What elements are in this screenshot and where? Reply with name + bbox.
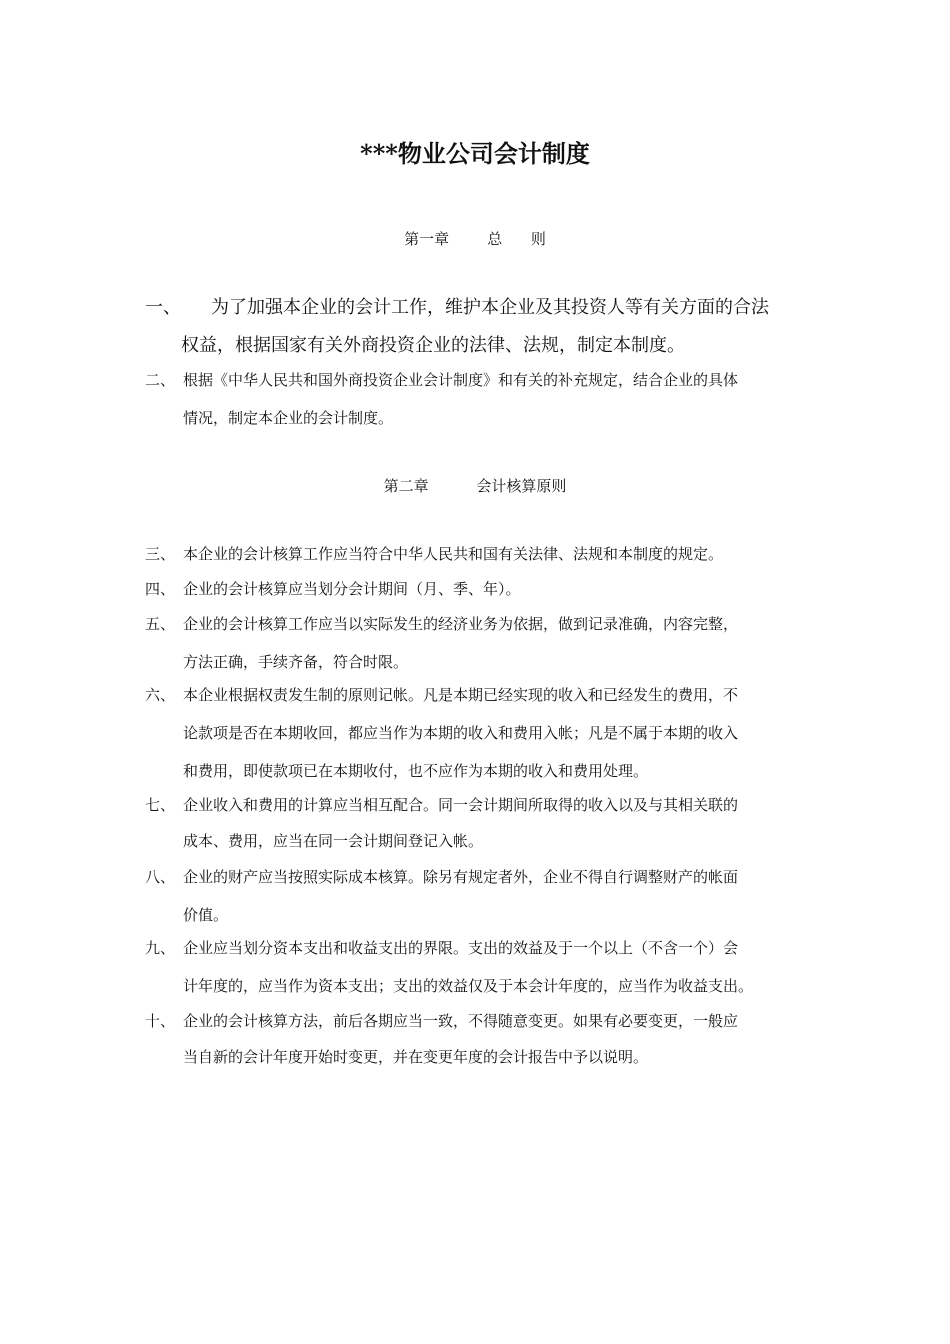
clause-text-line: 企业应当划分资本支出和收益支出的界限。支出的效益及于一个以上（不含一个）会 [183,939,739,957]
clause-number: 一、 [145,297,181,318]
clause-text-line: 当自新的会计年度开始时变更，并在变更年度的会计报告中予以说明。 [183,1048,649,1066]
chapter-heading: 第一章 总 则 [404,230,546,248]
clause-text-line: 情况，制定本企业的会计制度。 [183,409,394,427]
clause-text-line: 本企业的会计核算工作应当符合中华人民共和国有关法律、法规和本制度的规定。 [183,545,724,563]
document-title: ***物业公司会计制度 [360,139,590,168]
clause-text-line: 企业的会计核算应当划分会计期间（月、季、年）。 [183,580,521,598]
clause-text-line: 本企业根据权责发生制的原则记帐。凡是本期已经实现的收入和已经发生的费用，不 [183,686,739,704]
clause-text-line: 企业收入和费用的计算应当相互配合。同一会计期间所取得的收入以及与其相关联的 [183,796,739,814]
clause-text-line: 计年度的，应当作为资本支出；支出的效益仅及于本会计年度的，应当作为收益支出。 [183,977,754,995]
clause-text-line: 方法正确，手续齐备，符合时限。 [183,653,409,671]
clause-number: 四、 [145,580,176,598]
clause-number: 七、 [145,796,176,814]
clause-text-line: 权益，根据国家有关外商投资企业的法律、法规，制定本制度。 [181,335,685,356]
clause-number: 六、 [145,686,176,704]
clause-text-line: 企业的财产应当按照实际成本核算。除另有规定者外，企业不得自行调整财产的帐面 [183,868,739,886]
clause-text-line: 和费用，即使款项已在本期收付，也不应作为本期的收入和费用处理。 [183,762,649,780]
clause-text-line: 成本、费用，应当在同一会计期间登记入帐。 [183,832,484,850]
clause-text-line: 论款项是否在本期收回，都应当作为本期的收入和费用入帐；凡是不属于本期的收入 [183,724,739,742]
clause-number: 十、 [145,1012,176,1030]
clause-number: 五、 [145,615,176,633]
clause-number: 二、 [145,371,176,389]
clause-number: 九、 [145,939,176,957]
clause-text-line: 根据《中华人民共和国外商投资企业会计制度》和有关的补充规定，结合企业的具体 [183,371,739,389]
clause-text-line: 为了加强本企业的会计工作，维护本企业及其投资人等有关方面的合法 [211,297,769,318]
clause-number: 三、 [145,545,176,563]
clause-text-line: 价值。 [183,906,229,924]
clause-text-line: 企业的会计核算工作应当以实际发生的经济业务为依据，做到记录准确，内容完整， [183,615,739,633]
clause-number: 八、 [145,868,176,886]
clause-text-line: 企业的会计核算方法，前后各期应当一致，不得随意变更。如果有必要变更，一般应 [183,1012,739,1030]
chapter-heading: 第二章 会计核算原则 [383,477,567,495]
